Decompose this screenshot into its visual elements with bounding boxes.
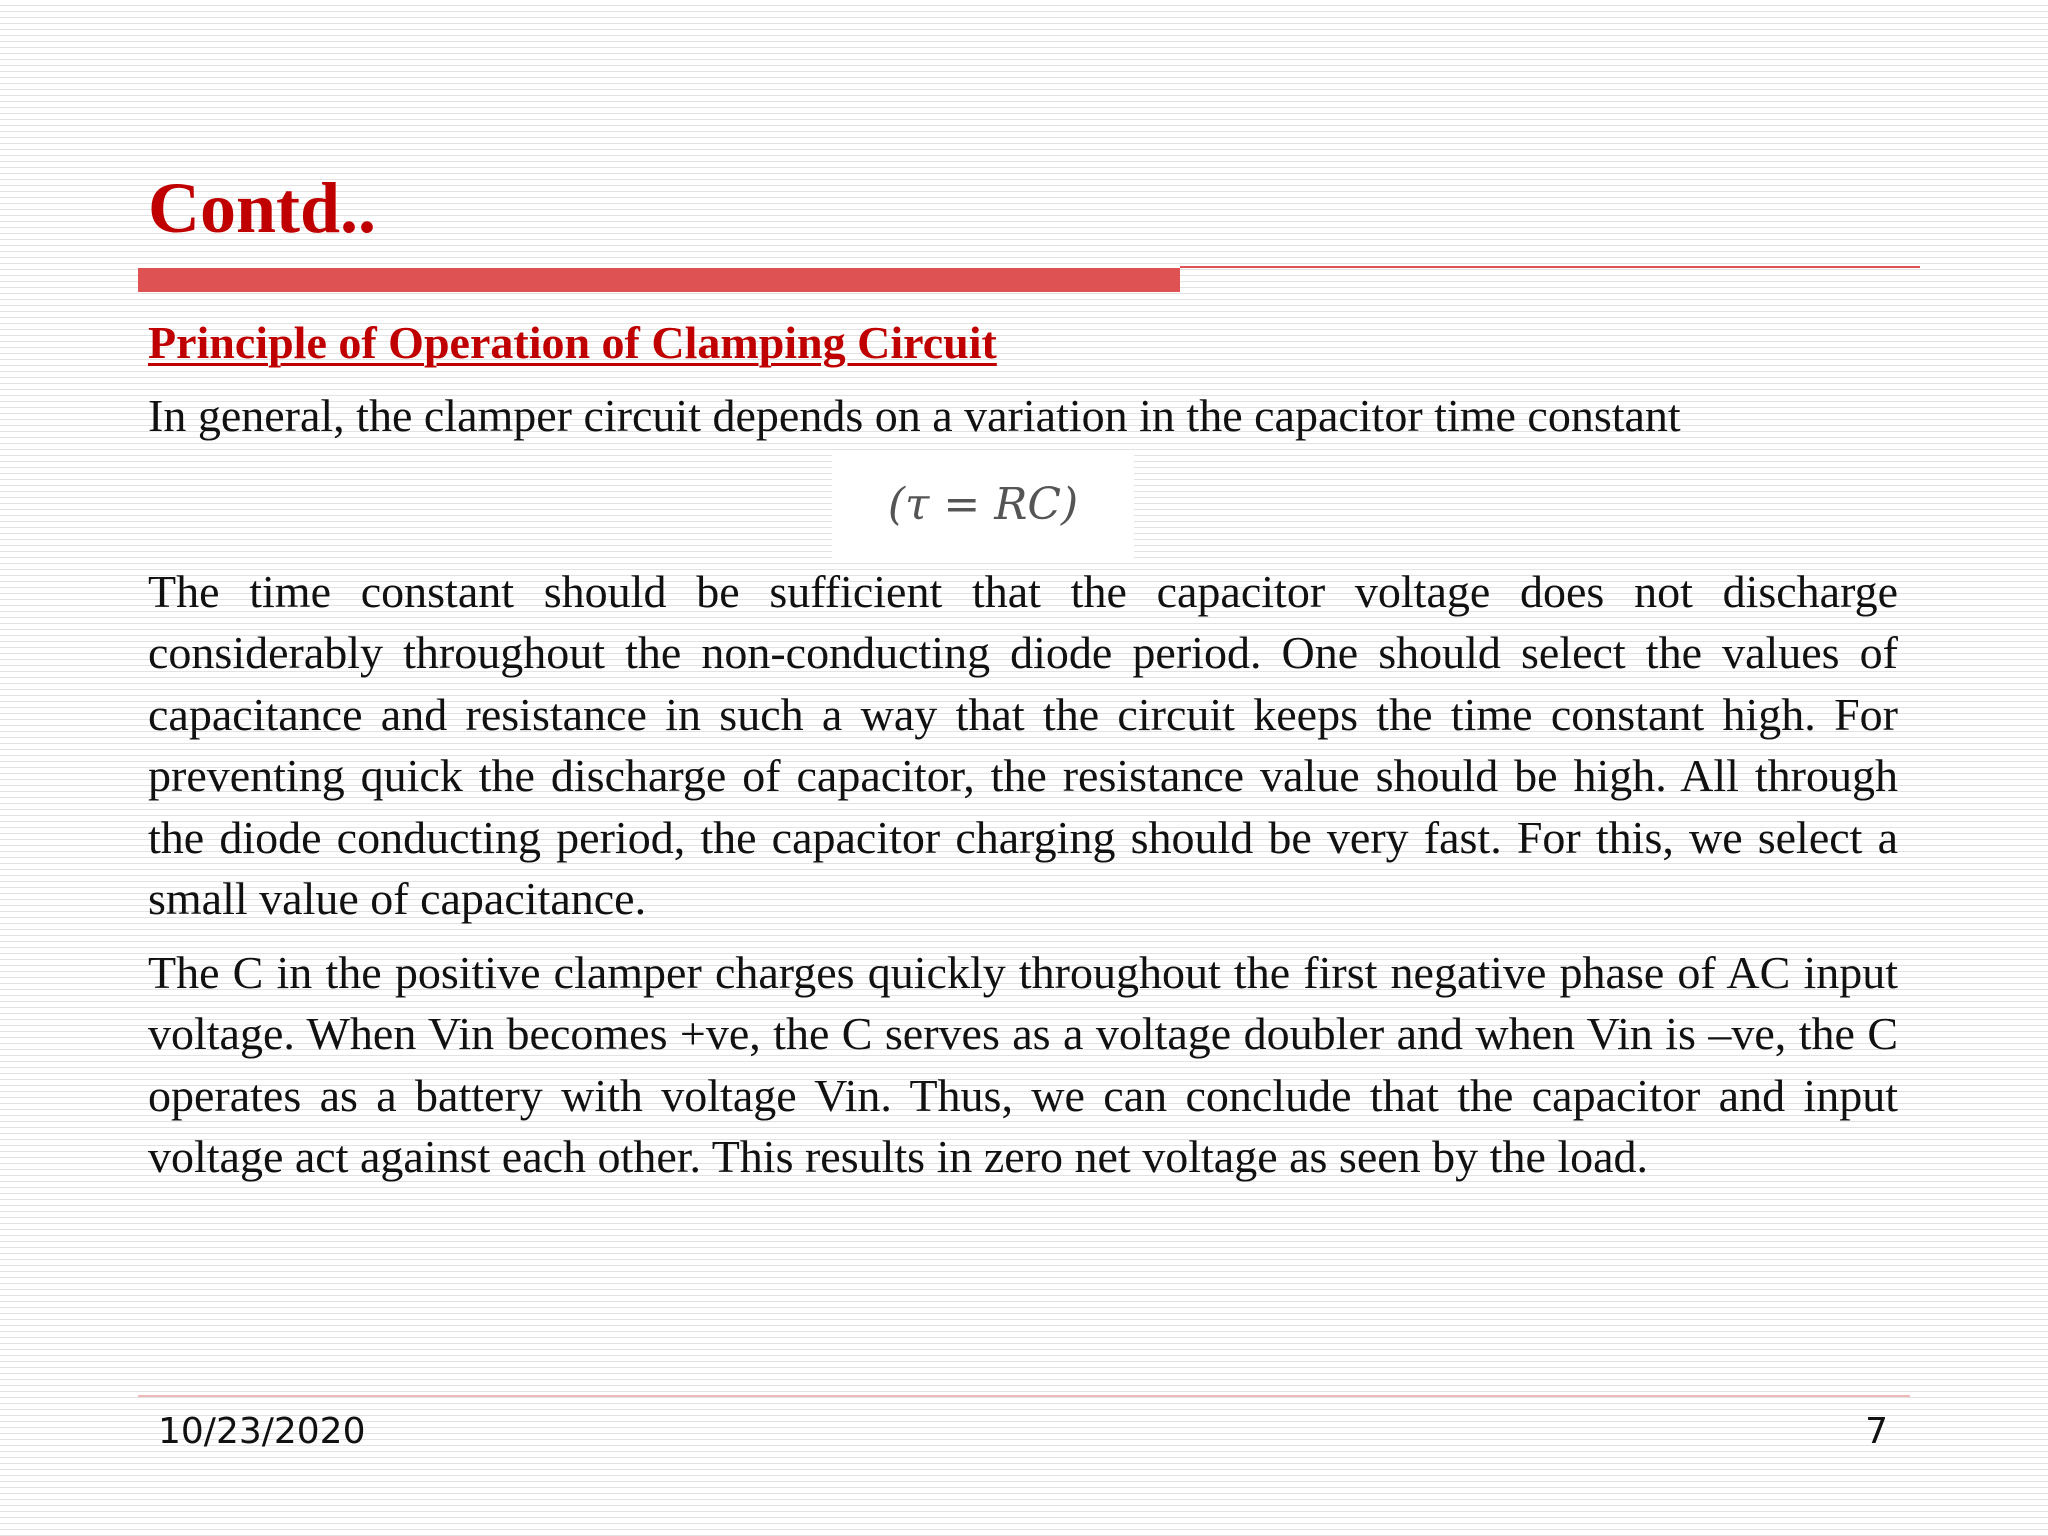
title-divider-line (1180, 266, 1920, 268)
paragraph-positive-clamper: The C in the positive clamper charges quickly throughout the first negative phase of AC input voltage. When Vin becomes +ve, the C serves as a voltage doubler and when Vin is –ve, the C operates as a battery with voltage Vin. Thus, we can conclude that the capacitor and input voltage act against each other. This results in zero net voltage as seen by the load. (148, 946, 1898, 1182)
page-number: 7 (1865, 1411, 1888, 1452)
paragraph-time-constant: The time constant should be sufficient that the capacitor voltage does not discharge considerably throughout the non-conducting diode period. One should select the values of capacitance and resistance in such a way that the circuit keeps the time constant high. For preventing quick the discharge of capacitor, the resistance value should be high. All through the diode conducting period, the capacitor charging should be very fast. For this, we select a small value of capacitance. (148, 565, 1898, 924)
intro-text: In general, the clamper circuit depends on a variation in the capacitor time constant (148, 390, 1681, 441)
section-heading: Principle of Operation of Clamping Circuit (148, 317, 997, 368)
footer-date: 10/23/2020 (158, 1411, 366, 1452)
formula-image (832, 453, 1134, 561)
slide-title: Contd.. (148, 168, 377, 248)
slide-content (148, 312, 1898, 1188)
formula-text: (τ = RC) (887, 478, 1079, 530)
footer-divider (138, 1395, 1910, 1397)
title-accent-bar (138, 268, 1180, 292)
